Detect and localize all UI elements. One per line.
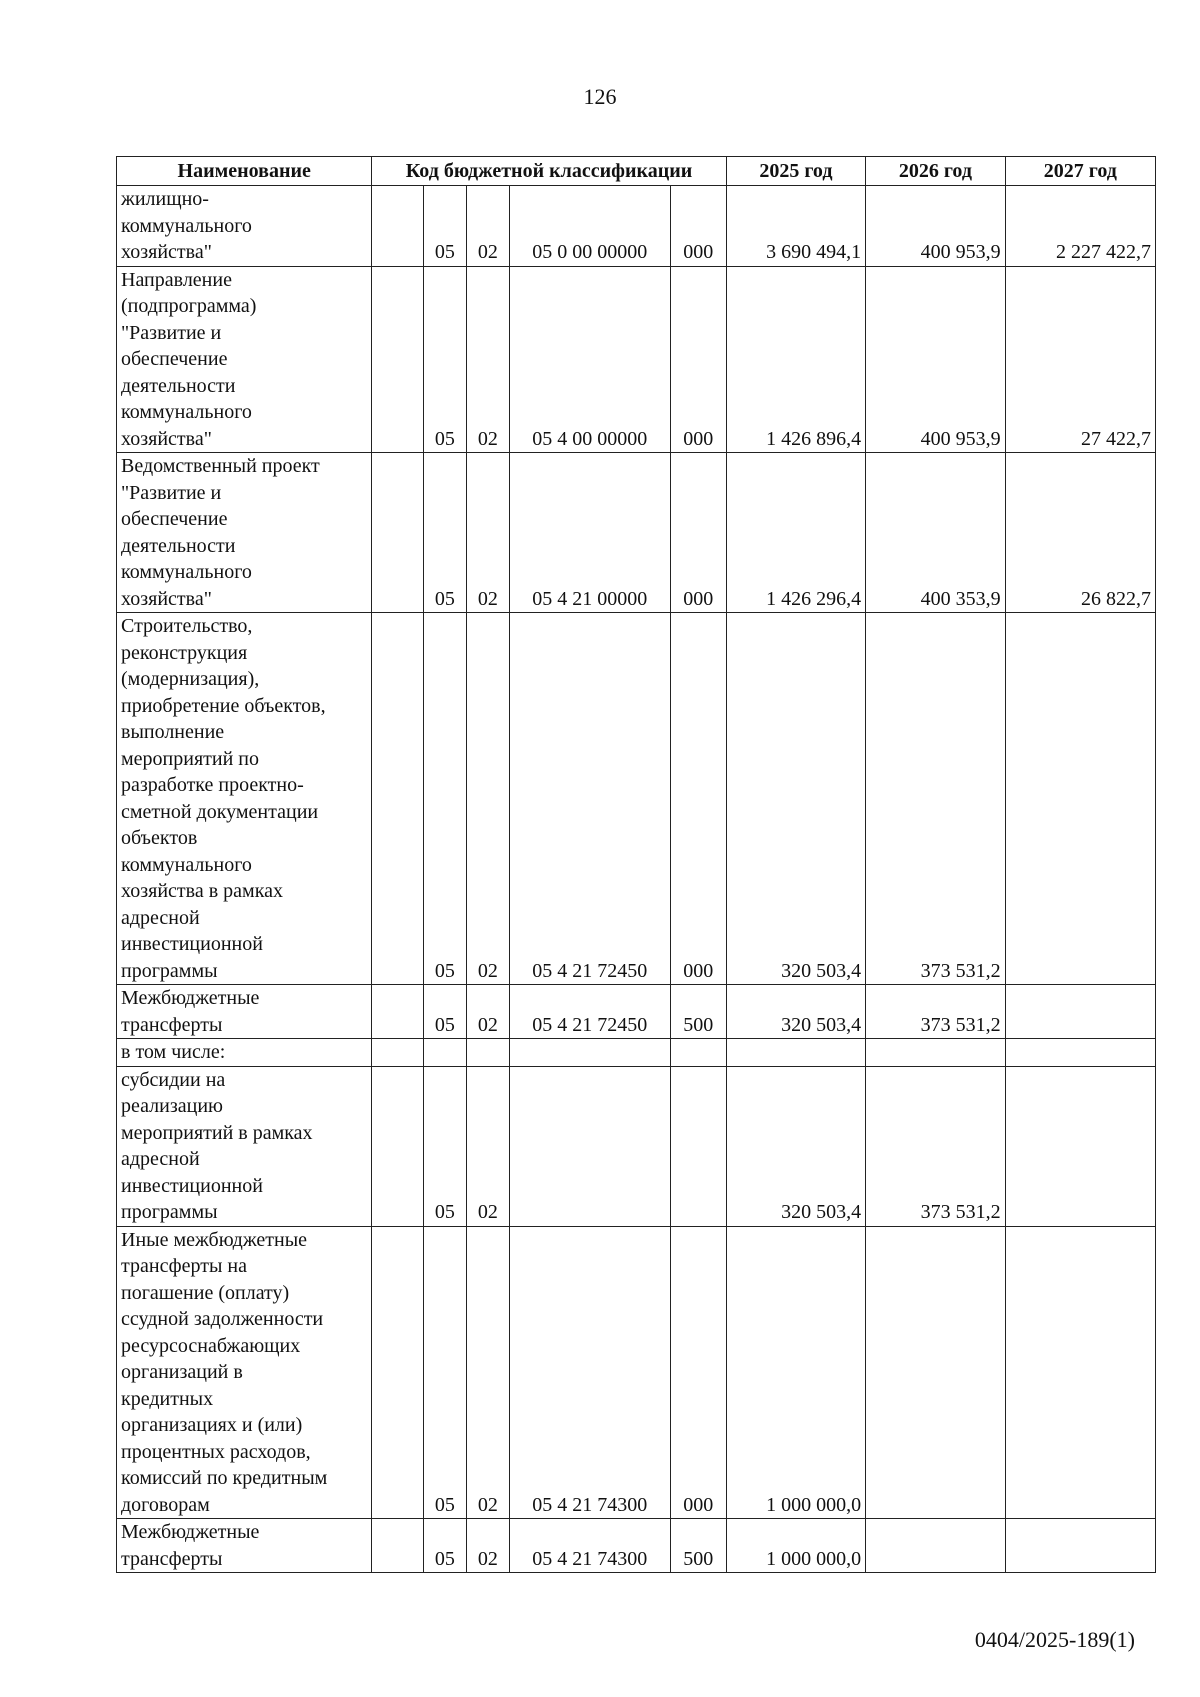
cell-target-article-code: 05 4 21 72450 (509, 613, 670, 985)
cell-name: Межбюджетные трансферты (117, 985, 372, 1039)
cell-expense-type-code (670, 1066, 726, 1226)
cell-expense-type-code: 500 (670, 985, 726, 1039)
cell-amount-2027 (1005, 1066, 1155, 1226)
cell-section-code: 05 (423, 985, 466, 1039)
cell-amount-2027: 2 227 422,7 (1005, 186, 1155, 267)
cell-section-code: 05 (423, 1066, 466, 1226)
table-header-row (117, 157, 1156, 186)
cell-expense-type-code: 000 (670, 613, 726, 985)
cell-amount-2026 (866, 1519, 1006, 1573)
header-name: Наименование (117, 157, 372, 186)
cell-ved-code (372, 1066, 424, 1226)
cell-ved-code (372, 613, 424, 985)
header-budget-code: Код бюджетной классификации (372, 157, 726, 186)
header-2025: 2025 год (726, 157, 866, 186)
table-row (117, 1519, 1156, 1573)
cell-amount-2025: 1 000 000,0 (726, 1226, 866, 1519)
document-code: 0404/2025-189(1) (974, 1627, 1135, 1652)
cell-target-article-code (509, 1039, 670, 1067)
cell-amount-2025: 320 503,4 (726, 1066, 866, 1226)
cell-name: жилищно- коммунального хозяйства" (117, 186, 372, 267)
cell-target-article-code: 05 4 21 72450 (509, 985, 670, 1039)
cell-name: Строительство, реконструкция (модернизация), приобретение объектов, выполнение мероприятий по разработке проектно- сметной документации объектов коммунального хозяйства в рамках адресной инвестиционной программы (117, 613, 372, 985)
cell-section-code: 05 (423, 613, 466, 985)
cell-amount-2026: 400 953,9 (866, 266, 1006, 453)
table-row (117, 453, 1156, 613)
cell-subsection-code: 02 (466, 1226, 509, 1519)
table-row (117, 1039, 1156, 1067)
cell-amount-2025: 320 503,4 (726, 613, 866, 985)
cell-name: в том числе: (117, 1039, 372, 1067)
cell-ved-code (372, 186, 424, 267)
cell-expense-type-code (670, 1039, 726, 1067)
cell-amount-2026: 373 531,2 (866, 613, 1006, 985)
cell-amount-2026: 400 353,9 (866, 453, 1006, 613)
cell-amount-2026: 400 953,9 (866, 186, 1006, 267)
header-2026: 2026 год (866, 157, 1006, 186)
cell-section-code: 05 (423, 1226, 466, 1519)
cell-name: Межбюджетные трансферты (117, 1519, 372, 1573)
cell-name: субсидии на реализацию мероприятий в рамках адресной инвестиционной программы (117, 1066, 372, 1226)
table-row (117, 186, 1156, 267)
cell-amount-2027 (1005, 1226, 1155, 1519)
table-row (117, 613, 1156, 985)
cell-amount-2025 (726, 1039, 866, 1067)
cell-subsection-code: 02 (466, 453, 509, 613)
budget-table (116, 156, 1156, 1573)
cell-expense-type-code: 000 (670, 453, 726, 613)
cell-amount-2027: 26 822,7 (1005, 453, 1155, 613)
page-number: 126 (583, 84, 617, 109)
cell-amount-2026 (866, 1039, 1006, 1067)
cell-section-code: 05 (423, 266, 466, 453)
cell-name: Ведомственный проект "Развитие и обеспечение деятельности коммунального хозяйства" (117, 453, 372, 613)
cell-section-code: 05 (423, 453, 466, 613)
cell-subsection-code: 02 (466, 985, 509, 1039)
cell-subsection-code: 02 (466, 1519, 509, 1573)
cell-subsection-code: 02 (466, 613, 509, 985)
cell-ved-code (372, 1519, 424, 1573)
table-row (117, 1226, 1156, 1519)
table-row (117, 1066, 1156, 1226)
cell-target-article-code: 05 4 21 00000 (509, 453, 670, 613)
cell-amount-2025: 320 503,4 (726, 985, 866, 1039)
cell-amount-2025: 1 426 296,4 (726, 453, 866, 613)
table-body (117, 186, 1156, 1573)
cell-amount-2026: 373 531,2 (866, 985, 1006, 1039)
table-row (117, 985, 1156, 1039)
cell-ved-code (372, 266, 424, 453)
cell-amount-2027 (1005, 985, 1155, 1039)
cell-target-article-code: 05 4 21 74300 (509, 1519, 670, 1573)
cell-name: Иные межбюджетные трансферты на погашение (оплату) ссудной задолженности ресурсоснабжающих организаций в кредитных организациях и (или) процентных расходов, комиссий по кредитным договорам (117, 1226, 372, 1519)
cell-target-article-code: 05 0 00 00000 (509, 186, 670, 267)
cell-section-code: 05 (423, 186, 466, 267)
cell-ved-code (372, 1226, 424, 1519)
cell-ved-code (372, 985, 424, 1039)
cell-target-article-code: 05 4 21 74300 (509, 1226, 670, 1519)
header-2027: 2027 год (1005, 157, 1155, 186)
cell-ved-code (372, 1039, 424, 1067)
cell-name: Направление (подпрограмма) "Развитие и обеспечение деятельности коммунального хозяйства" (117, 266, 372, 453)
table-row (117, 266, 1156, 453)
cell-section-code: 05 (423, 1519, 466, 1573)
cell-expense-type-code: 000 (670, 186, 726, 267)
cell-amount-2026 (866, 1226, 1006, 1519)
cell-expense-type-code: 000 (670, 266, 726, 453)
cell-target-article-code: 05 4 00 00000 (509, 266, 670, 453)
cell-amount-2027 (1005, 613, 1155, 985)
cell-subsection-code: 02 (466, 1066, 509, 1226)
cell-amount-2027 (1005, 1519, 1155, 1573)
cell-amount-2026: 373 531,2 (866, 1066, 1006, 1226)
cell-amount-2027: 27 422,7 (1005, 266, 1155, 453)
cell-expense-type-code: 000 (670, 1226, 726, 1519)
cell-subsection-code: 02 (466, 186, 509, 267)
cell-amount-2027 (1005, 1039, 1155, 1067)
cell-amount-2025: 1 000 000,0 (726, 1519, 866, 1573)
cell-subsection-code (466, 1039, 509, 1067)
cell-expense-type-code: 500 (670, 1519, 726, 1573)
cell-amount-2025: 3 690 494,1 (726, 186, 866, 267)
cell-ved-code (372, 453, 424, 613)
cell-target-article-code (509, 1066, 670, 1226)
cell-subsection-code: 02 (466, 266, 509, 453)
cell-amount-2025: 1 426 896,4 (726, 266, 866, 453)
cell-section-code (423, 1039, 466, 1067)
